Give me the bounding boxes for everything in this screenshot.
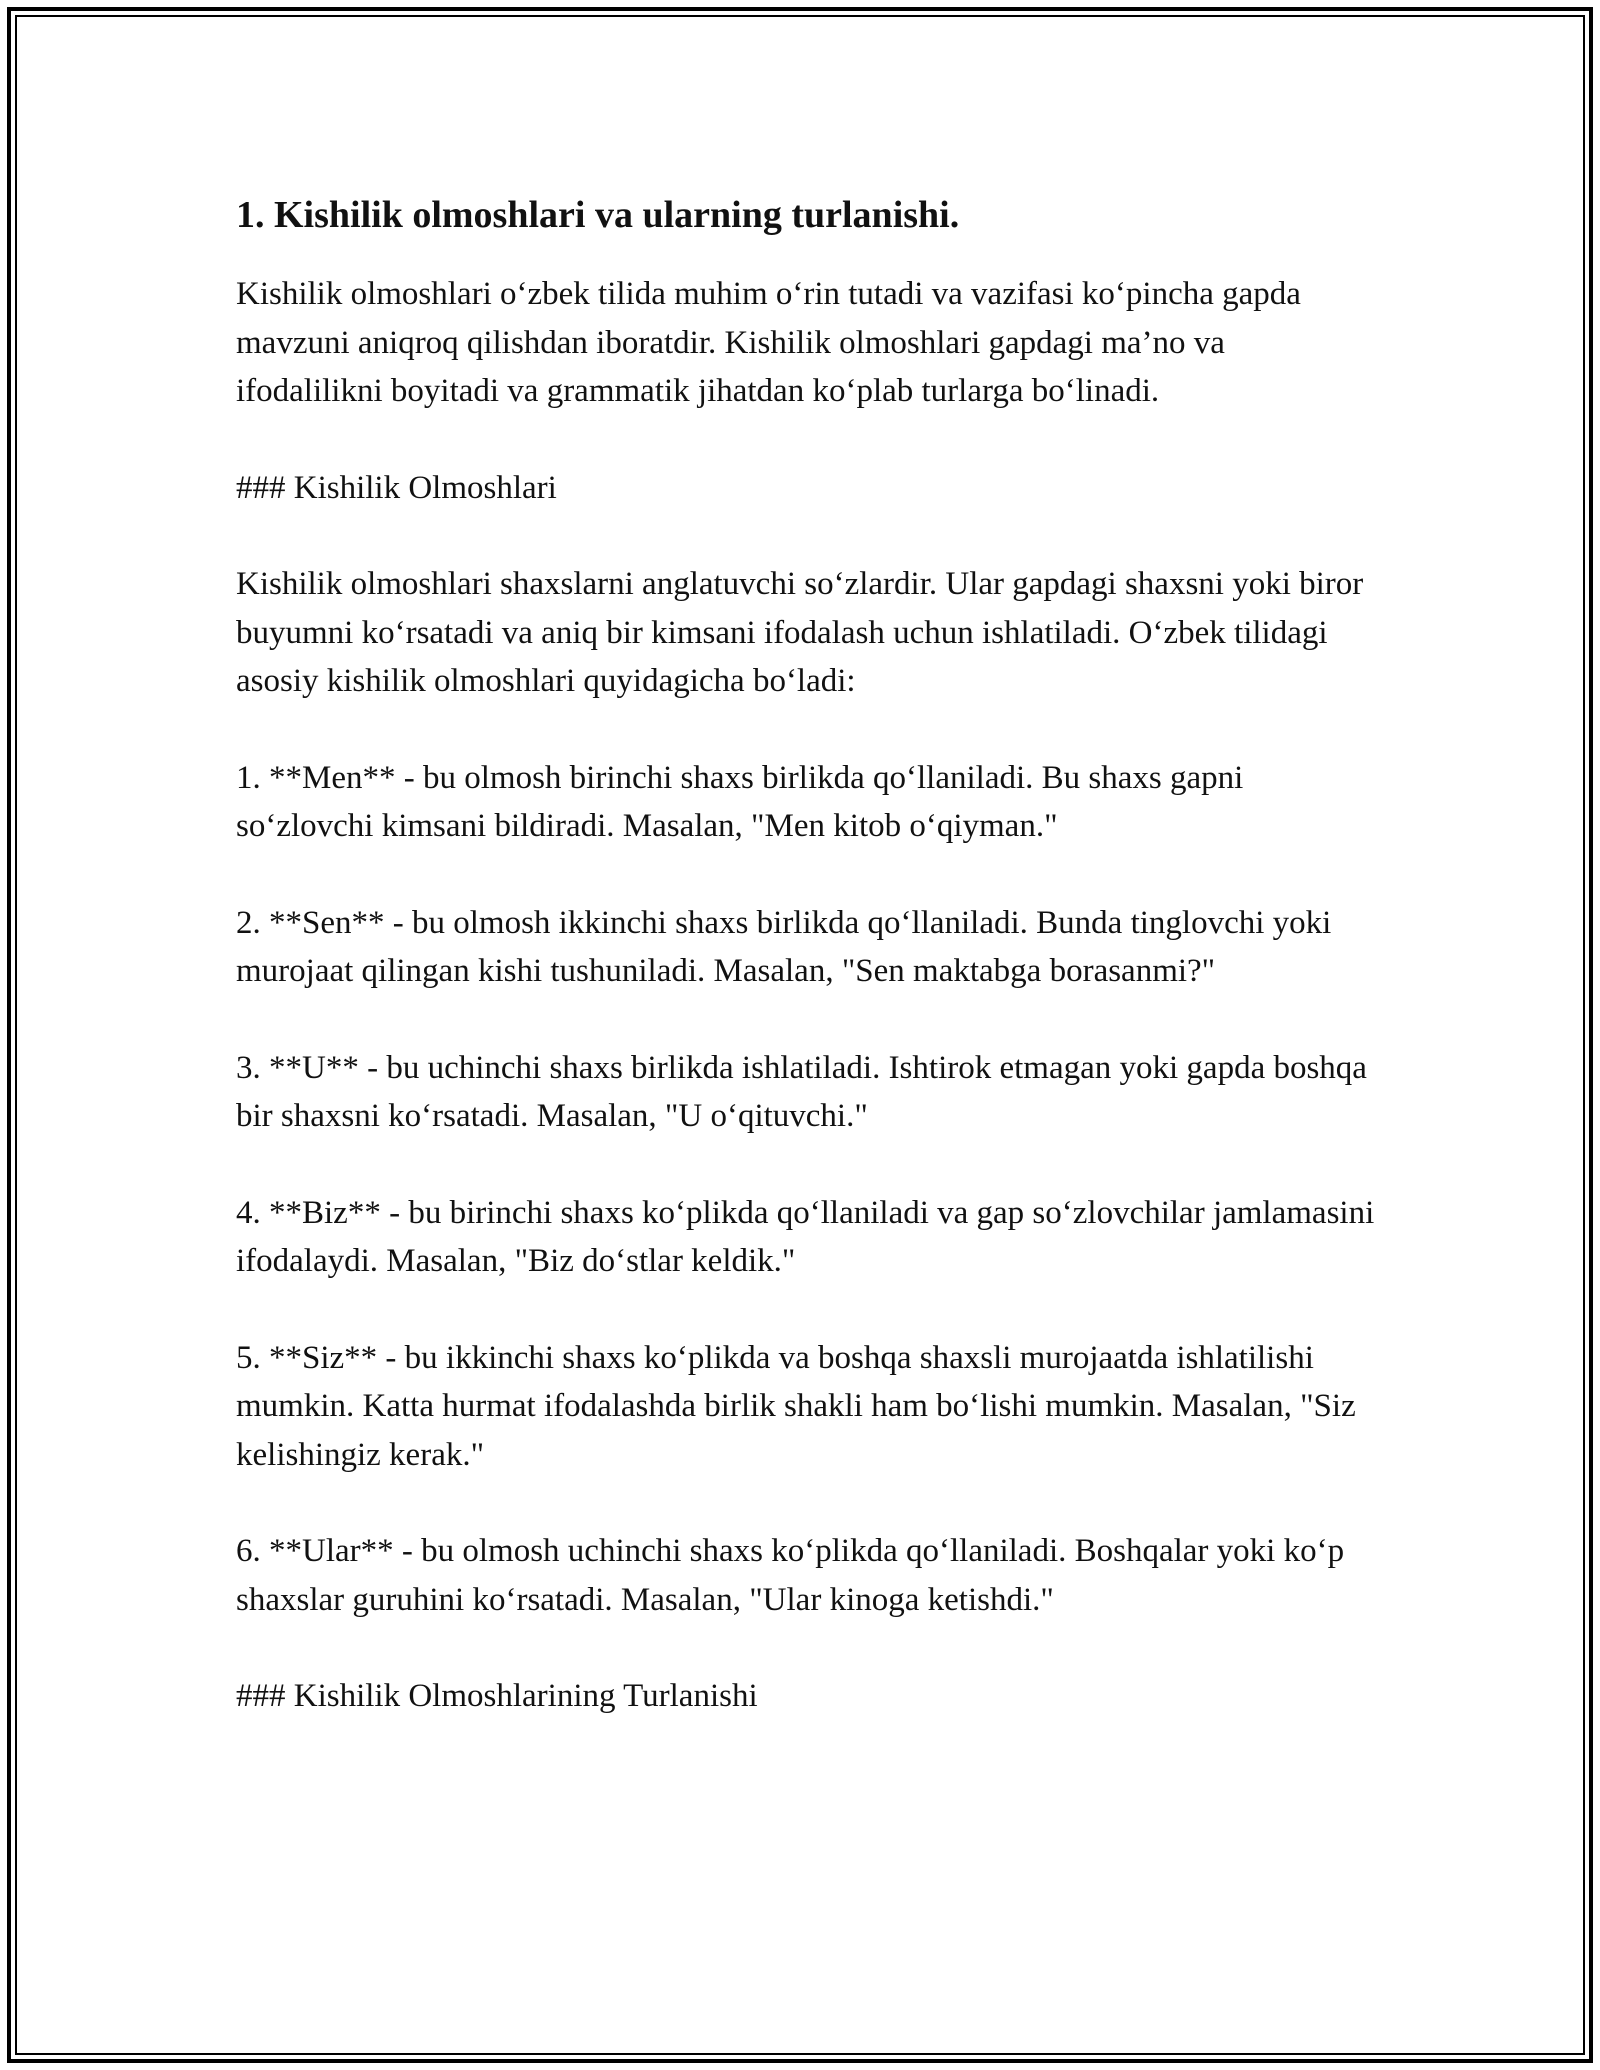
document-body [236, 188, 1376, 1769]
section-heading-kishilik-olmoshlari: ### Kishilik Olmoshlari [236, 469, 557, 506]
intro-paragraph: Kishilik olmoshlari o‘zbek tilida muhim o‘rin tutadi va vazifasi ko‘pincha gapda mavzuni aniqroq qilishdan iboratdir. Kishilik olmoshlari gapdagi ma’no va ifodalilikni boyitadi va grammatik jihatdan ko‘plab turlarga bo‘linadi. [236, 276, 1301, 409]
list-item-ular: 6. **Ular** - bu olmosh uchinchi shaxs ko‘plikda qo‘llaniladi. Boshqalar yoki ko‘p shaxslar guruhini ko‘rsatadi. Masalan, "Ular kinoga ketishdi." [236, 1533, 1345, 1618]
document-title: 1. Kishilik olmoshlari va ularning turlanishi. [236, 194, 960, 236]
list-item-u: 3. **U** - bu uchinchi shaxs birlikda ishlatiladi. Ishtirok etmagan yoki gapda boshqa bir shaxsni ko‘rsatadi. Masalan, "U o‘qituvchi." [236, 1049, 1367, 1134]
definition-paragraph: Kishilik olmoshlari shaxslarni anglatuvchi so‘zlardir. Ular gapdagi shaxsni yoki biror buyumni ko‘rsatadi va aniq bir kimsani ifodalash uchun ishlatiladi. O‘zbek tilidagi asosiy kishilik olmoshlari quyidagicha bo‘ladi: [236, 566, 1364, 699]
list-item-sen: 2. **Sen** - bu olmosh ikkinchi shaxs birlikda qo‘llaniladi. Bunda tinglovchi yoki murojaat qilingan kishi tushuniladi. Masalan, "Sen maktabga borasanmi?" [236, 904, 1332, 989]
list-item-men: 1. **Men** - bu olmosh birinchi shaxs birlikda qo‘llaniladi. Bu shaxs gapni so‘zlovchi kimsani bildiradi. Masalan, "Men kitob o‘qiyman." [236, 759, 1244, 844]
list-item-siz: 5. **Siz** - bu ikkinchi shaxs ko‘plikda va boshqa shaxsli murojaatda ishlatilishi mumkin. Katta hurmat ifodalashda birlik shakli ham bo‘lishi mumkin. Masalan, "Siz kelishingiz kerak." [236, 1339, 1356, 1473]
section-heading-turlanishi: ### Kishilik Olmoshlarining Turlanishi [236, 1678, 758, 1714]
list-item-biz: 4. **Biz** - bu birinchi shaxs ko‘plikda qo‘llaniladi va gap so‘zlovchilar jamlamasini ifodalaydi. Masalan, "Biz do‘stlar keldik." [236, 1194, 1375, 1279]
